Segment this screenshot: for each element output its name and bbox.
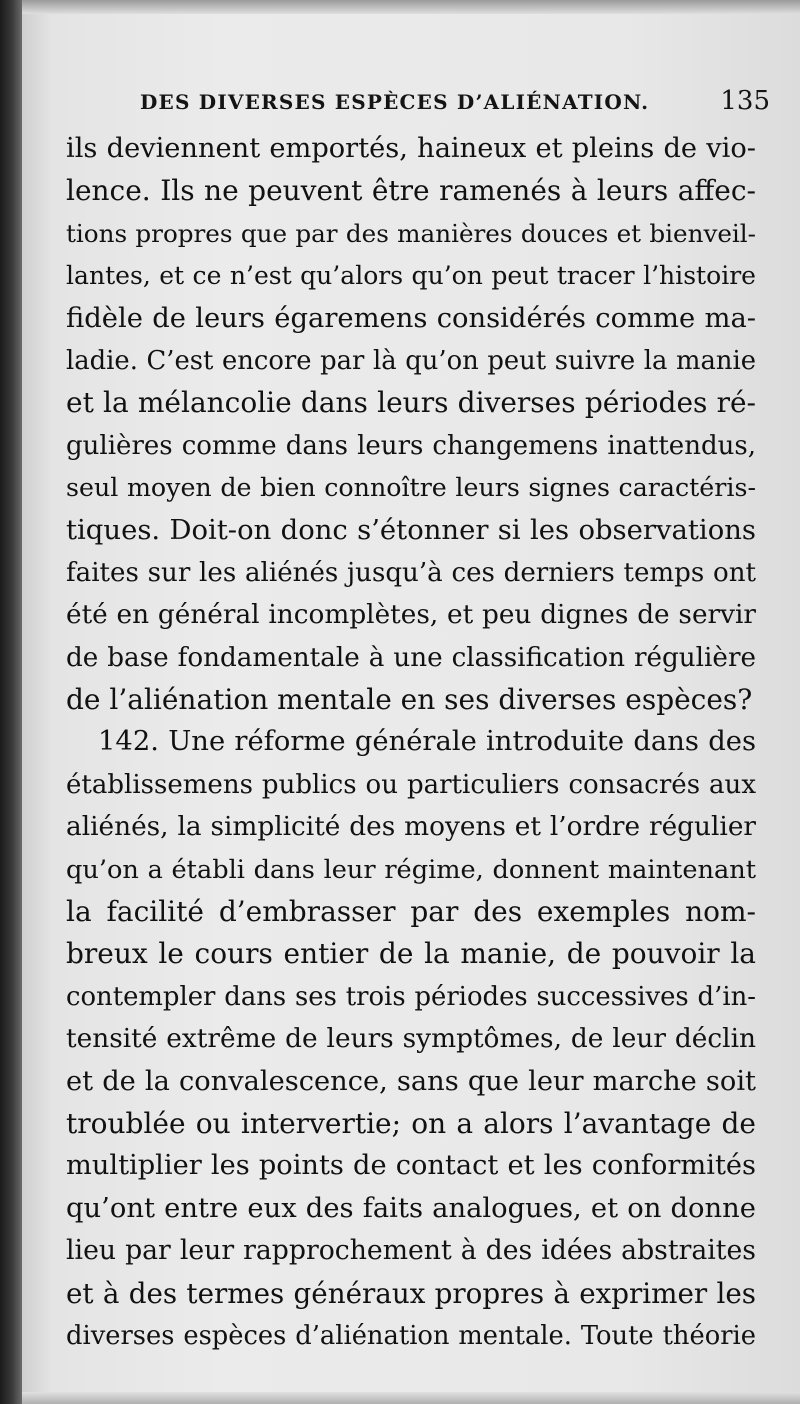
- page-header: [140, 84, 770, 118]
- text-line: établissemens publics ou particuliers consacrés aux: [66, 769, 756, 800]
- text-line: et la mélancolie dans leurs diverses périodes ré-: [66, 386, 756, 420]
- text-line: diverses espèces d’aliénation mentale. Toute théorie: [66, 1320, 756, 1351]
- text-line: lence. Ils ne peuvent être ramenés à leurs affec-: [66, 174, 756, 208]
- text-line: de base fondamentale à une classification régulière: [66, 642, 756, 673]
- text-line: qu’ont entre eux des faits analogues, et on donne: [66, 1192, 756, 1224]
- text-line: seul moyen de bien connoître leurs signes caractéris-: [66, 473, 756, 503]
- text-line: de l’aliénation mentale en ses diverses espèces?: [66, 683, 753, 717]
- page-number: 135: [720, 86, 770, 116]
- text-line: fidèle de leurs égaremens considérés comme ma-: [66, 302, 756, 334]
- text-line: faites sur les aliénés jusqu’à ces derniers temps ont: [66, 557, 756, 588]
- text-line: breux le cours entier de la manie, de pouvoir la: [66, 937, 756, 971]
- book-spine-shadow: [0, 0, 22, 1404]
- text-line: été en général incomplètes, et peu dignes de servir: [66, 600, 756, 631]
- running-title: DES DIVERSES ESPÈCES D’ALIÉNATION.: [140, 90, 650, 114]
- text-line: troublée ou intervertie; on a alors l’avantage de: [66, 1106, 756, 1140]
- text-line: la facilité d’embrasser par des exemples nom-: [66, 895, 756, 929]
- text-line: ladie. C’est encore par là qu’on peut suivre la manie: [66, 345, 756, 376]
- text-line: tensité extrême de leurs symptômes, de leur déclin: [66, 1024, 756, 1055]
- page-bottom-edge: [22, 1392, 800, 1404]
- text-line: et à des termes généraux propres à exprimer les: [66, 1276, 756, 1310]
- text-line: tiques. Doit-on donc s’étonner si les observations: [66, 514, 756, 546]
- paragraph-142-start: 142. Une réforme générale introduite dans des: [98, 726, 756, 758]
- text-line: tions propres que par des manières douces et bienveil-: [66, 218, 756, 248]
- body-text: [66, 128, 756, 1357]
- text-line: contempler dans ses trois périodes successives d’in-: [66, 981, 756, 1012]
- page-top-edge: [22, 0, 800, 14]
- text-line: aliénés, la simplicité des moyens et l’ordre régulier: [66, 812, 756, 843]
- text-line: lantes, et ce n’est qu’alors qu’on peut tracer l’histoire: [66, 261, 756, 291]
- text-line: qu’on a établi dans leur régime, donnent maintenant: [66, 854, 756, 885]
- text-line: et de la convalescence, sans que leur marche soit: [66, 1065, 756, 1097]
- text-line: multiplier les points de contact et les conformités: [66, 1150, 756, 1182]
- text-line: gulières comme dans leurs changemens inattendus,: [66, 430, 756, 461]
- text-line: ils deviennent emportés, haineux et pleins de vio-: [66, 133, 756, 164]
- text-line: lieu par leur rapprochement à des idées abstraites: [66, 1235, 756, 1267]
